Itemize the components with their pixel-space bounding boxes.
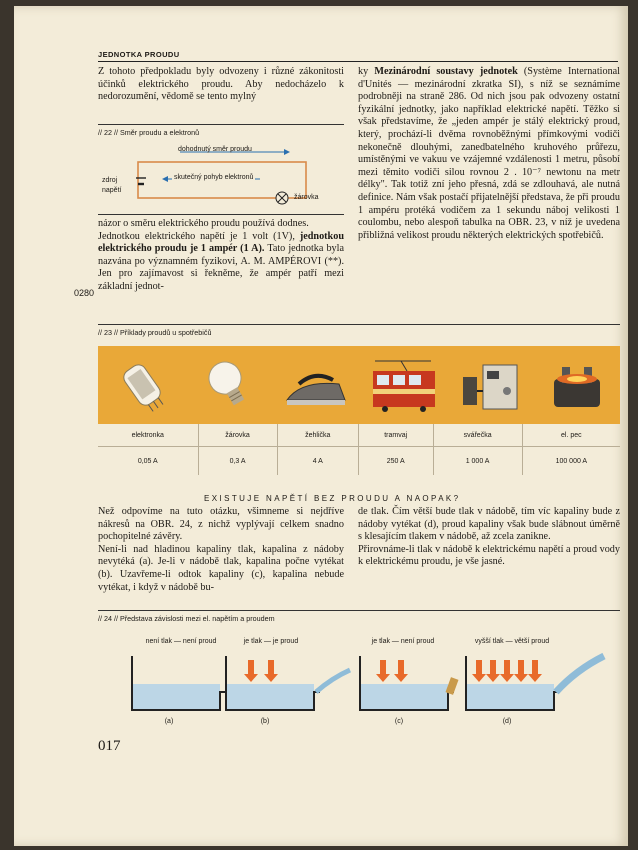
pressure-arrows-c: [376, 660, 408, 682]
water-d: [466, 684, 554, 710]
table-cell: žárovka: [198, 424, 277, 447]
tanks-illustration: [98, 648, 620, 716]
table-cell: 250 A: [358, 447, 433, 476]
table-cell: tramvaj: [358, 424, 433, 447]
figure-24-diagram: [98, 628, 620, 728]
figure-22-diagram: [98, 140, 344, 212]
tram-icon: [359, 346, 446, 424]
text-span: ky: [358, 66, 375, 77]
tank-d-letter: (d): [502, 718, 512, 725]
divider: [98, 214, 344, 215]
paragraph: [358, 66, 620, 242]
table-cell: 4 A: [277, 447, 358, 476]
table-cell: svářečka: [433, 424, 522, 447]
welder-icon: [446, 346, 533, 424]
current-table: [98, 424, 620, 475]
table-cell: 0,05 A: [98, 447, 198, 476]
left-column-bottom: [98, 506, 344, 594]
paragraph: [98, 231, 344, 294]
tank-a-label: není tlak — není proud: [145, 638, 217, 645]
tank-b-letter: (b): [260, 718, 270, 725]
right-column-bottom: [358, 506, 620, 569]
label-voltage-source: zdroj napětí: [102, 177, 122, 194]
margin-number: 0280: [74, 288, 95, 298]
table-cell: žehlička: [277, 424, 358, 447]
tank-c-letter: (c): [394, 718, 404, 725]
left-column-top: [98, 66, 344, 104]
divider: [98, 124, 344, 125]
paragraph: Než odpovíme na tuto otázku, všimneme si nejdříve nákresů na OBR. 24, z nichž vyplývají celkem snadno pochopitelné závěry.: [98, 506, 344, 543]
running-header: JEDNOTKA PROUDU: [98, 50, 618, 62]
water-jet-d: [556, 656, 604, 692]
text-span: Jednotkou elektrického napětí je 1 volt (1V),: [98, 230, 300, 242]
figure-22-caption: // 22 // Směr proudu a elektronů: [98, 128, 200, 137]
furnace-icon: [533, 346, 620, 424]
tank-c-label: je tlak — není proud: [371, 638, 435, 645]
table-cell: 1 000 A: [433, 447, 522, 476]
pressure-arrows-b: [244, 660, 278, 682]
page-number: 017: [98, 738, 121, 754]
table-cell: elektronka: [131, 431, 164, 439]
section-subheading: EXISTUJE NAPĚTÍ BEZ PROUDU A NAOPAK?: [204, 494, 461, 503]
paragraph: Z tohoto předpokladu byly odvozeny i různé zákonitosti účinků elektrického proudu. Aby nedocházelo k nedorozumění, vědomě se tento mylný: [98, 66, 344, 103]
water-b: [226, 684, 314, 710]
label-conventional-current: dohodnutý směr proudu: [178, 146, 252, 153]
text-span: Tato jednotka byla nazvána po významném fyzikovi, A. M. AMPÉROVI (**). Jen pro zajímavost si řekněme, že ampér patří mezi základní jednot-: [98, 243, 344, 292]
bold-text: Mezinárodní soustavy jednotek: [374, 66, 518, 77]
paragraph: názor o směru elektrického proudu používá dodnes.: [98, 218, 309, 229]
table-row: [98, 424, 620, 447]
vacuum-tube-icon: [98, 346, 185, 424]
divider: [98, 324, 620, 325]
light-bulb-icon: [185, 346, 272, 424]
tank-a-letter: (a): [164, 718, 174, 725]
arrow-head-left: [162, 176, 168, 182]
bold-text: jednotkou elektrického proudu je 1 ampér (1 A).: [98, 230, 344, 255]
tank-b-label: je tlak — je proud: [243, 638, 299, 645]
paragraph: Není-li nad hladinou kapaliny tlak, kapalina z nádoby nevytéká (a). Je-li v nádobě tlak, kapalina počne vytékat (b). Uzavřeme-li odtok kapaliny (c), kapalina nebude vytékat, i když v nádobě bu-: [98, 543, 344, 593]
arrow-head-right: [284, 149, 290, 155]
left-column-middle: [98, 218, 344, 294]
text-span: (Système International d'Unités — mezinárodní zkratka SI), s níž se seznámíme podrobněji na straně 286. Od nich jsou pak odvozeny ostatní fyzikální jednotky, jako například elektrické napětí. Těžko si však představíme, že „jeden ampér je stálý elektrický proud, který, prochází-li dvěma rovnoběžnými přímkovými vodiči nekonečně dlouhými, zanedbatelného kruhového průřezu, umístěnými ve vakuu ve vzájemné vzdálenosti 1 metru, působí mezi těmito vodiči silou rovnou 2 . 10⁻⁷ newtonu na metr délky". Tak totiž zní jeho přesná, zdá se zdlouhavá, ale nutná definice. Nám však postačí přijatelnější představa, že při proudu 1 ampéru protéká vodičem za 1 sekundu náboj velikosti 1 coulombu, nebo alespoň tabulka na OBR. 23, v níž je uvedena přibližná velikost proudu některých elektrických spotřebičů.: [358, 66, 621, 241]
figure-23-caption: // 23 // Příklady proudů u spotřebičů: [98, 328, 212, 337]
paragraph: Přirovnáme-li tlak v nádobě k elektrickému napětí a proud vody k elektrickému proudu, je vše jasné.: [358, 543, 620, 568]
label-electron-flow: skutečný pohyb elektronů: [174, 174, 254, 181]
water-jet-b: [316, 670, 350, 692]
water-c: [360, 684, 448, 710]
paragraph: de tlak. Čím větší bude tlak v nádobě, tím víc kapaliny bude z nádoby vytékat (d), proud kapaliny však bude slábnout úměrně s klesajícím tlakem v nádobě, až zcela zanikne.: [358, 506, 620, 543]
pressure-arrows-d: [472, 660, 542, 682]
table-cell: 100 000 A: [522, 447, 620, 476]
table-cell: el. pec: [522, 424, 620, 447]
divider: [98, 610, 620, 611]
tank-d-label: vyšší tlak — větší proud: [474, 638, 550, 645]
figure-24-caption: // 24 // Představa závislosti mezi el. napětím a proudem: [98, 614, 275, 623]
table-cell: 0,3 A: [198, 447, 277, 476]
iron-icon: [272, 346, 359, 424]
right-column: [358, 66, 620, 242]
book-page: [14, 6, 628, 846]
water-a: [132, 684, 220, 710]
appliance-illustration-band: [98, 346, 620, 424]
table-row: [98, 447, 620, 476]
label-bulb: žárovka: [294, 194, 319, 201]
